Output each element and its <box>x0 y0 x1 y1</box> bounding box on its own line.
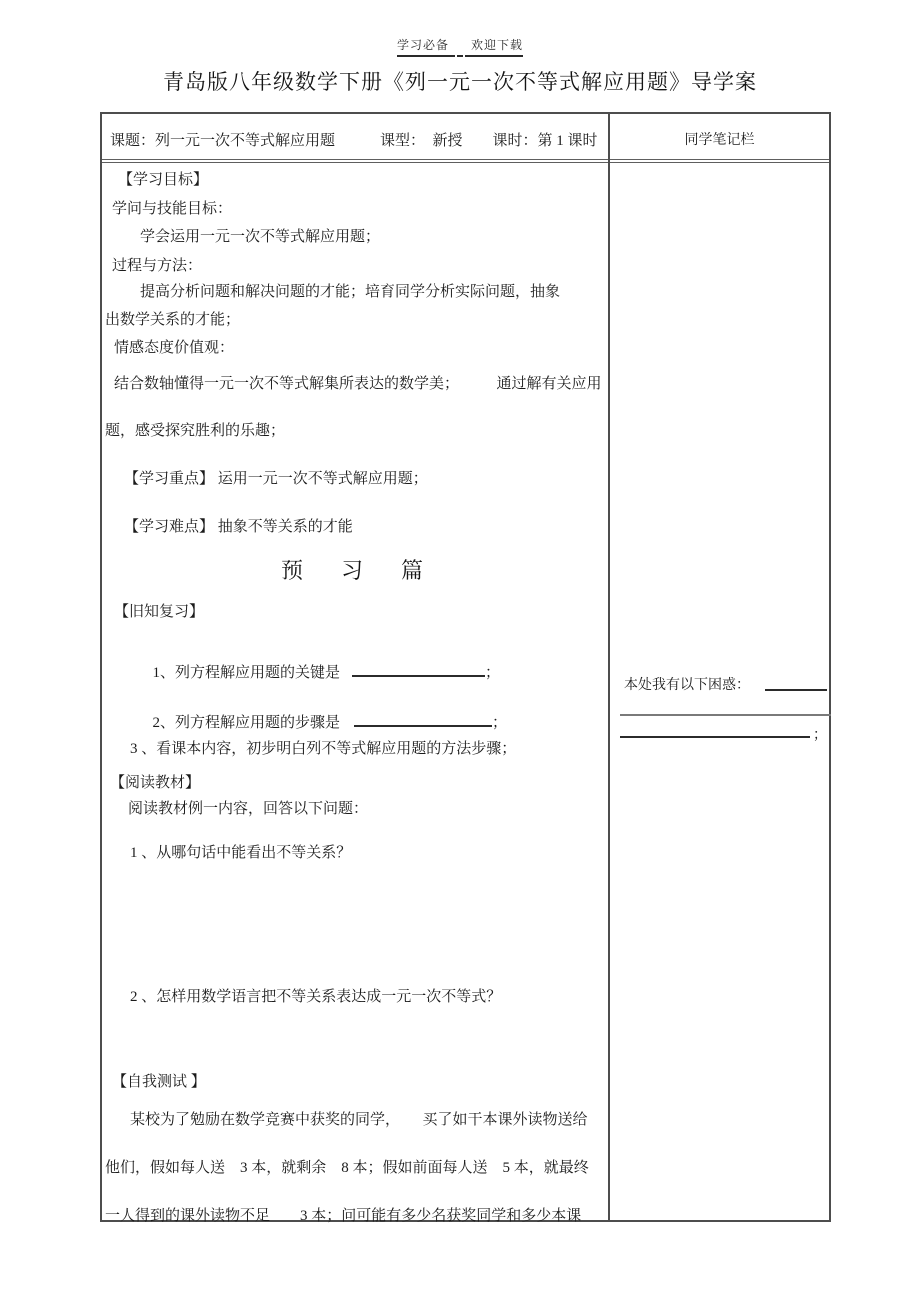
line-process-item2: 出数学关系的才能； <box>105 312 241 328</box>
notes-underline-short <box>765 689 827 691</box>
blank-underline-q1 <box>352 660 485 677</box>
line-selftest-heading: 【自我测试 】 <box>112 1074 206 1090</box>
line-selftest-2: 他们，假如每人送 3 本，就剩余 8 本；假如前面每人送 5 本，就最终 <box>105 1160 589 1176</box>
line-emotion-label: 情感态度价值观： <box>114 340 235 356</box>
line-reading-heading: 【阅读教材】 <box>110 775 201 791</box>
review-q1-label: 1、列方程解应用题的关键是 <box>152 665 341 681</box>
watermark-dashed-gap <box>449 42 471 57</box>
line-process-item1: 提高分析问题和解决问题的才能；培育同学分析实际问题，抽象 <box>140 284 561 300</box>
line-review-heading: 【旧知复习】 <box>114 604 205 620</box>
line-emotion-item1: 结合数轴懂得一元一次不等式解集所表达的数学美； 通过解有关应用 <box>114 376 602 392</box>
blank-underline-q2 <box>354 710 492 727</box>
review-q2-label: 2、列方程解应用题的步骤是 <box>152 715 341 731</box>
line-knowledge-item: 学会运用一元一次不等式解应用题； <box>140 229 381 245</box>
watermark-right-text: 欢迎下载 <box>471 36 523 57</box>
column-divider <box>608 114 610 1220</box>
line-reading-intro: 阅读教材例一内容，回答以下问题： <box>128 801 369 817</box>
notes-semicolon: ； <box>813 728 827 743</box>
notes-confusion-label: 本处我有以下困惑： <box>624 678 750 693</box>
line-process-label: 过程与方法： <box>112 258 203 274</box>
worksheet-table <box>100 112 831 1222</box>
line-difficulty: 【学习难点】 抽象不等关系的才能 <box>124 519 353 535</box>
line-review-q3: 3 、看课本内容，初步明白列不等式解应用题的方法步骤； <box>130 741 517 757</box>
line-goal-heading: 【学习目标】 <box>118 172 209 188</box>
line-emotion-item2: 题，感受探究胜利的乐趣； <box>105 423 286 439</box>
watermark <box>0 36 920 57</box>
line-key-point: 【学习重点】 运用一元一次不等式解应用题； <box>124 471 428 487</box>
line-reading-q2: 2 、怎样用数学语言把不等关系表达成一元一次不等式？ <box>130 989 502 1005</box>
section-title-preview: 预 习 篇 <box>280 558 431 583</box>
review-q2-semicolon: ； <box>492 715 508 731</box>
watermark-left-text: 学习必备 <box>397 36 449 57</box>
notes-underline-1 <box>620 714 831 716</box>
header-course-info: 课题：列一元一次不等式解应用题 课型： 新授 课时：第 1 课时 <box>110 133 598 149</box>
line-selftest-1: 某校为了勉励在数学竞赛中获奖的同学， 买了如干本课外读物送给 <box>130 1112 588 1128</box>
line-selftest-3: 一人得到的课外读物不足 3 本；问可能有多少名获奖同学和多少本课 <box>105 1208 582 1224</box>
line-knowledge-label: 学问与技能目标： <box>112 201 233 217</box>
notes-underline-2 <box>620 736 810 738</box>
line-reading-q1: 1 、从哪句话中能看出不等关系？ <box>130 845 352 861</box>
review-q1-semicolon: ； <box>485 665 501 681</box>
line-review-q1 <box>130 643 500 699</box>
header-notes-column-title: 同学笔记栏 <box>684 133 755 148</box>
page-title: 青岛版八年级数学下册《列一元一次不等式解应用题》导学案 <box>163 70 757 94</box>
table-header-row <box>102 114 829 163</box>
